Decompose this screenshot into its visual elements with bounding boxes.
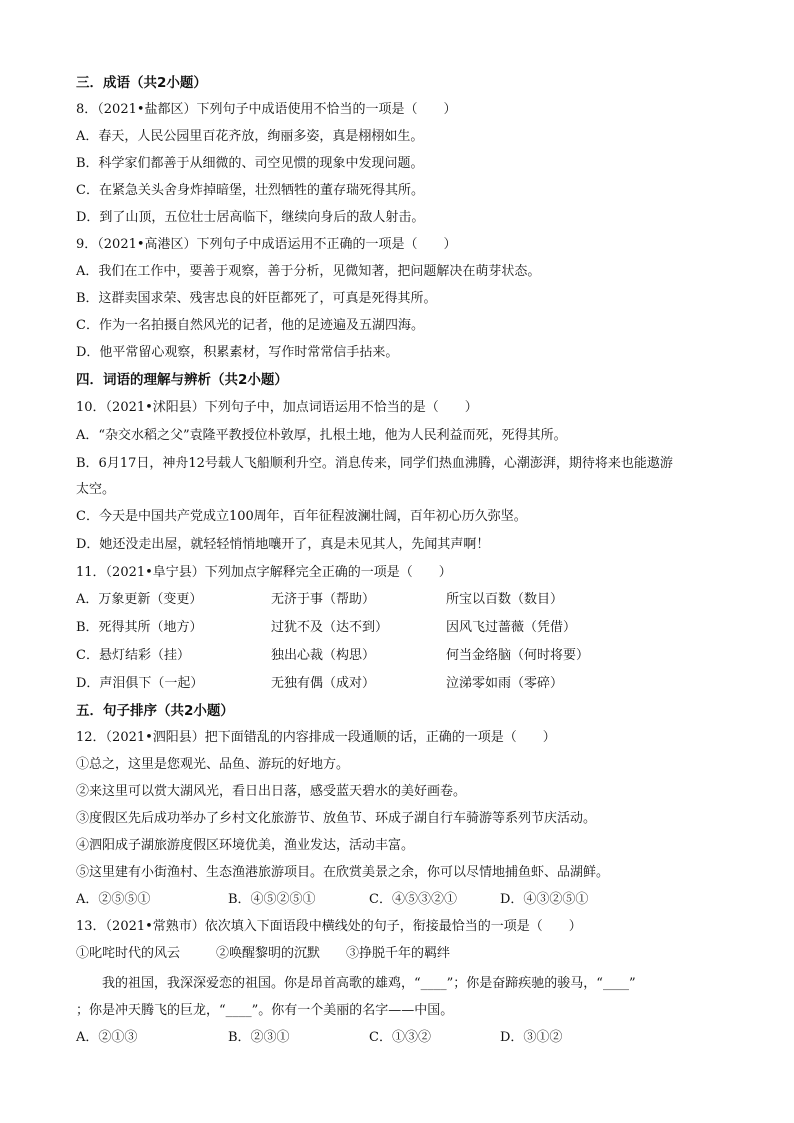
question-11-d-col1: D．声泪俱下（一起） (76, 676, 204, 691)
question-12-option-b: B．④⑤②⑤① (228, 892, 316, 907)
question-13-passage-line1: 我的祖国，我深深爱恋的祖国。你是昂首高歌的雄鸡，“____”；你是奋蹄疾驰的骏马，“____” (102, 976, 636, 991)
question-8-option-c: C．在紧急关头舍身炸掉暗堡，壮烈牺牲的董存瑞死得其所。 (76, 183, 424, 198)
question-13-phrase-2: ②唤醒黎明的沉默 (216, 946, 321, 961)
question-12-option-c: C．④⑤③②① (369, 892, 457, 907)
question-11-c-col3: 何当金络脑（何时将要） (446, 648, 590, 663)
question-11-d-col2: 无独有偶（成对） (271, 676, 376, 691)
question-11-a-col1: A．万象更新（变更） (76, 592, 203, 607)
question-13-option-d: D．③①② (500, 1030, 563, 1045)
question-10-option-b-line1: B．6月17日，神舟12号载人飞船顺利升空。消息传来，同学们热血沸腾，心潮澎湃，期待将来也能遨游 (76, 456, 673, 471)
question-12-option-d: D．④③②⑤① (500, 892, 589, 907)
question-11-stem: 11．（2021•阜宁县）下列加点字解释完全正确的一项是（ ） (76, 565, 452, 580)
question-12-stem: 12．（2021•泗阳县）把下面错乱的内容排成一段通顺的话，正确的一项是（ ） (76, 730, 556, 745)
question-9-stem: 9．（2021•高港区）下列句子中成语运用不正确的一项是（ ） (76, 237, 457, 252)
question-12-item-3: ③度假区先后成功举办了乡村文化旅游节、放鱼节、环成子湖自行车骑游等系列节庆活动。 (76, 811, 597, 826)
question-12-item-2: ②来这里可以赏大湖风光，看日出日落，感受蓝天碧水的美好画卷。 (76, 784, 467, 799)
section-heading-word-analysis: 四．词语的理解与辨析（共2小题） (76, 372, 288, 388)
question-11-d-col3: 泣涕零如雨（零碎） (446, 676, 564, 691)
question-13-option-a: A．②①③ (76, 1030, 138, 1045)
question-13-stem: 13．（2021•常熟市）依次填入下面语段中横线处的句子，衔接最恰当的一项是（ ） (76, 919, 582, 934)
question-12-item-1: ①总之，这里是您观光、品鱼、游玩的好地方。 (76, 757, 350, 772)
question-11-b-col3: 因风飞过蔷薇（凭借） (446, 620, 577, 635)
question-11-b-col1: B．死得其所（地方） (76, 620, 203, 635)
question-8-stem: 8．（2021•盐都区）下列句子中成语使用不恰当的一项是（ ） (76, 102, 457, 117)
question-11-c-col2: 独出心裁（构思） (271, 648, 376, 663)
question-8-option-a: A．春天，人民公园里百花齐放，绚丽多姿，真是栩栩如生。 (76, 129, 424, 144)
section-heading-idioms: 三．成语（共2小题） (76, 75, 207, 91)
question-11-b-col2: 过犹不及（达不到） (271, 620, 389, 635)
question-13-phrase-3: ③挣脱千年的羁绊 (346, 946, 451, 961)
question-10-option-c: C．今天是中国共产党成立100周年，百年征程波澜壮阔，百年初心历久弥坚。 (76, 509, 527, 524)
question-9-option-d: D．他平常留心观察，积累素材，写作时常常信手拈来。 (76, 345, 399, 360)
question-13-option-c: C．①③② (369, 1030, 431, 1045)
question-9-option-c: C．作为一名拍摄自然风光的记者，他的足迹遍及五湖四海。 (76, 318, 424, 333)
question-12-item-5: ⑤这里建有小街渔村、生态渔港旅游项目。在欣赏美景之余，你可以尽情地捕鱼虾、品湖鲜。 (76, 865, 610, 880)
question-10-option-b-line2: 太空。 (76, 482, 116, 497)
question-10-option-d: D．她还没走出屋，就轻轻悄悄地嚷开了，真是未见其人，先闻其声啊！ (76, 537, 490, 552)
question-8-option-b: B．科学家们都善于从细微的、司空见惯的现象中发现问题。 (76, 156, 424, 171)
question-9-option-a: A．我们在工作中，要善于观察，善于分析，见微知著，把问题解决在萌芽状态。 (76, 264, 541, 279)
question-13-phrase-1: ①叱咤时代的风云 (76, 946, 181, 961)
question-13-passage-line2: ；你是冲天腾飞的巨龙，“____”。你有一个美丽的名字——中国。 (76, 1003, 454, 1018)
question-12-item-4: ④泗阳成子湖旅游度假区环境优美，渔业发达，活动丰富。 (76, 838, 415, 853)
question-11-a-col3: 所宝以百数（数目） (446, 592, 564, 607)
question-9-option-b: B．这群卖国求荣、残害忠良的奸臣都死了，可真是死得其所。 (76, 291, 437, 306)
question-13-option-b: B．②③① (228, 1030, 290, 1045)
question-11-c-col1: C．悬灯结彩（挂） (76, 648, 190, 663)
question-10-stem: 10．（2021•沭阳县）下列句子中，加点词语运用不恰当的是（ ） (76, 400, 478, 415)
section-heading-sentence-order: 五．句子排序（共2小题） (76, 703, 234, 719)
question-11-a-col2: 无济于事（帮助） (271, 592, 376, 607)
question-8-option-d: D．到了山顶，五位壮士居高临下，继续向身后的敌人射击。 (76, 210, 425, 225)
question-10-option-a: A．“杂交水稻之父”袁隆平教授位朴敦厚，扎根土地，他为人民利益而死，死得其所。 (76, 428, 567, 443)
question-12-option-a: A．②⑤⑤① (76, 892, 151, 907)
